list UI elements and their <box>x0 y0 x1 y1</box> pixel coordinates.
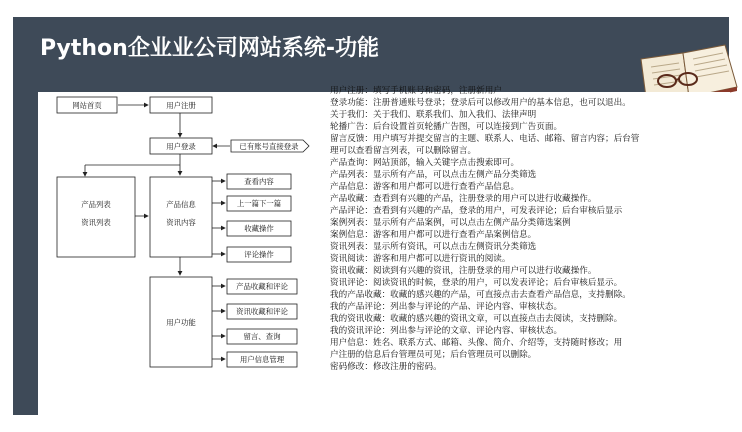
node-product-list-label: 产品列表 <box>81 200 111 209</box>
node-news-list-label: 资讯列表 <box>81 218 111 227</box>
function-description <box>330 85 714 373</box>
description-line: 关于我们：关于我们、联系我们、加入我们、法律声明 <box>330 110 537 120</box>
description-line: 我的产品评论：列出参与评论的产品、评论内容、审核状态。 <box>330 302 563 312</box>
description-line: 产品收藏：查看到有兴趣的产品，注册登录的用户可以进行收藏操作。 <box>330 194 597 204</box>
node-user-func-label: 用户功能 <box>166 318 196 327</box>
description-line: 轮播广告：后台设置首页轮播广告图，可以连接到广告页面。 <box>330 122 563 132</box>
node-product-fav-comment-label: 产品收藏和评论 <box>236 282 288 291</box>
function-flow-diagram <box>45 85 325 375</box>
node-home-label: 网站首页 <box>72 101 102 110</box>
description-line: 我的资讯收藏：收藏的感兴趣的资讯文章，可以直接点击去阅读，支持删除。 <box>330 314 623 324</box>
node-news-content-label: 资讯内容 <box>166 218 196 227</box>
description-line: 产品查询：网站顶部，输入关键字点击搜索即可。 <box>330 158 520 168</box>
description-line: 案例信息：游客和用户都可以进行查看产品案例信息。 <box>330 230 537 240</box>
description-line: 资讯阅读：游客和用户都可以进行资讯的阅读。 <box>330 254 511 264</box>
node-product-info-label: 产品信息 <box>166 200 196 209</box>
description-line: 案例列表：显示所有产品案例，可以点击左侧产品分类筛选案例 <box>330 218 571 228</box>
watermark: CSDN @黄菊华老师 <box>553 403 668 418</box>
slide-title: Python企业业公司网站系统-功能 <box>40 36 379 61</box>
node-login-label: 用户登录 <box>166 142 196 151</box>
node-user-info-mgmt-label: 用户信息管理 <box>239 355 285 364</box>
node-message-query-label: 留言、查询 <box>243 332 281 341</box>
description-line: 产品列表：显示所有产品，可以点击左侧产品分类筛选 <box>330 170 537 180</box>
description-line: 产品信息：游客和用户都可以进行查看产品信息。 <box>330 182 520 192</box>
node-register-label: 用户注册 <box>166 101 196 110</box>
node-view-content-label: 查看内容 <box>244 177 274 186</box>
node-comment-op-label: 评论操作 <box>244 250 274 259</box>
node-has-account-label: 已有账号直接登录 <box>239 142 299 151</box>
node-favorite-op-label: 收藏操作 <box>244 224 274 233</box>
description-line: 资讯评论：阅读资讯的时候，登录的用户，可以发表评论；后台审核后显示。 <box>330 278 623 288</box>
node-news-fav-comment-label: 资讯收藏和评论 <box>236 307 288 316</box>
description-line: 密码修改：修改注册的密码。 <box>330 362 442 372</box>
description-line: 资讯收藏：阅读到有兴趣的资讯，注册登录的用户可以进行收藏操作。 <box>330 266 597 276</box>
description-line: 用户注册：填写手机账号和密码，注册新用户 <box>330 86 502 96</box>
description-line: 用户信息：姓名、联系方式、邮箱、头像、简介、介绍等，支持随时修改；用 <box>330 338 623 348</box>
description-line: 产品评论：查看到有兴趣的产品，登录的用户，可发表评论；后台审核后显示 <box>330 206 623 216</box>
description-line: 我的产品收藏：收藏的感兴趣的产品，可直接点击去查看产品信息，支持删除。 <box>330 290 631 300</box>
description-line: 理可以查看留言列表，可以删除留言。 <box>330 146 477 156</box>
description-line: 留言反馈：用户填写并提交留言的主题、联系人、电话、邮箱、留言内容；后台管 <box>330 134 640 144</box>
description-line: 户注册的信息后台管理员可见；后台管理员可以删除。 <box>330 350 537 360</box>
description-line: 资讯列表：显示所有资讯，可以点击左侧资讯分类筛选 <box>330 242 537 252</box>
description-line: 我的资讯评论：列出参与评论的文章、评论内容、审核状态。 <box>330 326 563 336</box>
node-product-news-info <box>150 177 212 257</box>
node-product-news-list <box>57 177 135 257</box>
description-line: 登录功能：注册普通账号登录；登录后可以修改用户的基本信息，也可以退出。 <box>330 98 631 108</box>
node-prev-next-label: 上一篇下一篇 <box>236 199 282 208</box>
